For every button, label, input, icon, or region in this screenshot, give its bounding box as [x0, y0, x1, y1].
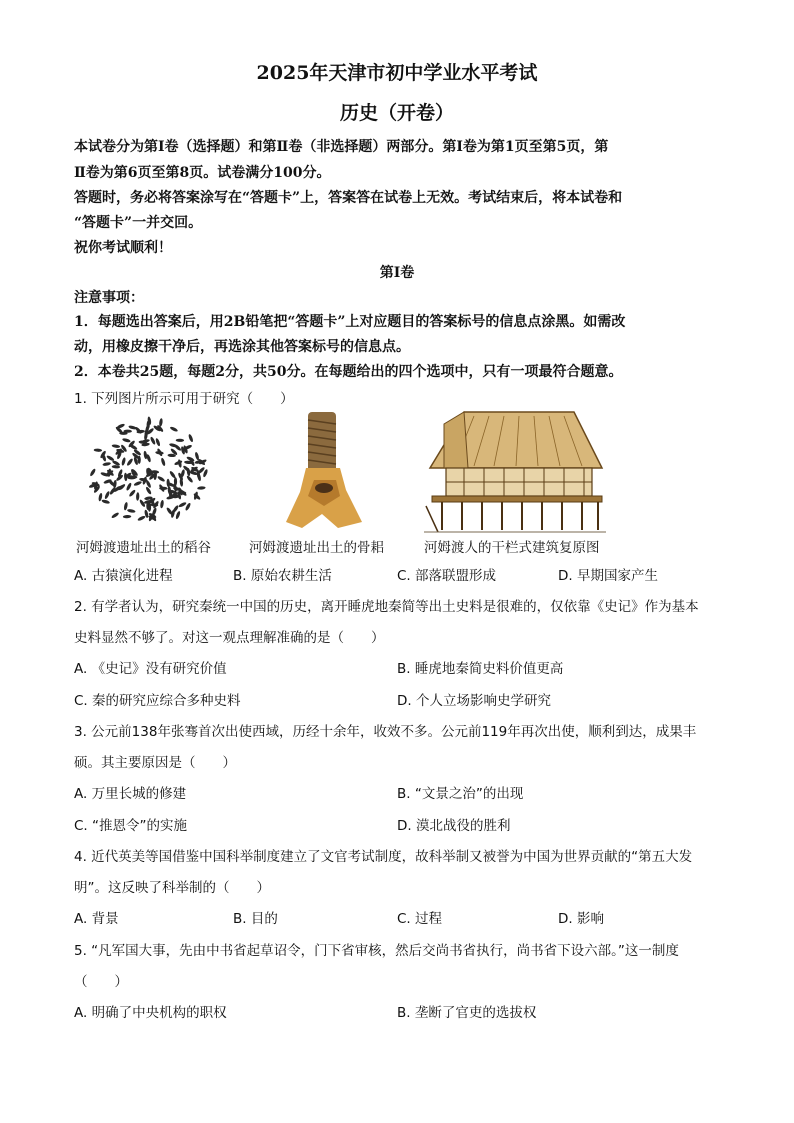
rice-grain: [128, 425, 137, 430]
q3-option-a: A. 万里长城的修建: [74, 786, 187, 802]
rice-grain: [89, 468, 96, 477]
rice-grain: [128, 489, 136, 497]
q2-option-b: B. 睡虎地秦简史料价值更高: [397, 661, 564, 677]
q3-option-d: D. 漠北战役的胜利: [397, 818, 511, 834]
q3-stem-1: 3. 公元前138年张骞首次出使西域，历经十余年，收效不多。公元前119年再次出使，顺利到达，成果丰: [74, 724, 697, 740]
rice-grain: [157, 475, 166, 482]
section-heading: 第Ⅰ卷: [379, 265, 415, 281]
rice-grain: [126, 458, 134, 467]
q3-option-b: B. “文景之治”的出现: [397, 786, 524, 802]
caption-stilt-house: 河姆渡人的干栏式建筑复原图: [424, 540, 600, 556]
rice-grain: [123, 502, 128, 511]
q1-option-c: C. 部落联盟形成: [397, 568, 497, 584]
rice-grain: [160, 500, 164, 509]
q1-stem: 1. 下列图片所示可用于研究（ ）: [74, 391, 294, 407]
rice-grain: [111, 512, 120, 519]
rice-grain: [112, 444, 121, 448]
rice-grain: [186, 475, 194, 483]
rice-grain: [197, 486, 206, 490]
rice-grain: [121, 457, 126, 466]
rice-grain: [112, 465, 121, 469]
rice-grain: [176, 439, 184, 442]
rice-grain: [169, 470, 177, 479]
rice-grain: [145, 486, 152, 495]
rice-grain: [137, 515, 146, 522]
rice-grain: [122, 438, 131, 443]
q2-stem-2: 史料显然不够了。对这一观点理解准确的是（ ）: [74, 630, 385, 646]
notes-heading: 注意事项：: [74, 290, 144, 306]
rice-grain: [101, 499, 110, 504]
caption-bone-spade: 河姆渡遗址出土的骨耜: [249, 540, 384, 556]
rice-grain: [126, 482, 133, 491]
note-2: 2．本卷共25题，每题2分，共50分。在每题给出的四个选项中，只有一项最符合题意。: [74, 364, 623, 380]
q5-stem-1: 5. “凡军国大事，先由中书省起草诏令，门下省审核，然后交尚书省执行，尚书省下设六部。”这一制度: [74, 943, 679, 959]
rice-grain: [169, 490, 172, 498]
rice-grain: [133, 480, 142, 486]
rice-grains-image: [78, 410, 218, 535]
q4-option-b: B. 目的: [233, 911, 278, 927]
q5-option-a: A. 明确了中央机构的职权: [74, 1005, 227, 1021]
q4-option-c: C. 过程: [397, 911, 443, 927]
note-1b: 动，用橡皮擦干净后，再选涂其他答案标号的信息点。: [74, 339, 410, 355]
rice-grain: [106, 455, 115, 462]
exam-subtitle: 历史（开卷）: [339, 102, 454, 124]
rice-grain: [136, 492, 140, 501]
q4-option-d: D. 影响: [558, 911, 604, 927]
exam-title: 2025年天津市初中学业水平考试: [256, 62, 538, 84]
q1-option-b: B. 原始农耕生活: [233, 568, 332, 584]
rice-grain: [94, 448, 103, 452]
rice-grain: [104, 491, 111, 500]
q2-option-c: C. 秦的研究应综合多种史料: [74, 693, 241, 709]
rice-grain: [188, 434, 194, 443]
caption-rice: 河姆渡遗址出土的稻谷: [76, 540, 211, 556]
q5-option-b: B. 垄断了官吏的选拔权: [397, 1005, 537, 1021]
rice-grain: [175, 511, 181, 520]
note-1a: 1．每题选出答案后，用2B铅笔把“答题卡”上对应题目的答案标号的信息点涂黑。如需改: [74, 314, 626, 330]
q3-option-c: C. “推恩令”的实施: [74, 818, 187, 834]
rice-grain: [113, 480, 117, 489]
intro-line-1: 本试卷分为第Ⅰ卷（选择题）和第Ⅱ卷（非选择题）两部分。第Ⅰ卷为第1页至第5页，第: [74, 139, 609, 155]
rice-grain: [102, 462, 111, 467]
q4-option-a: A. 背景: [74, 911, 119, 927]
rice-grain: [178, 501, 187, 508]
rice-grain: [123, 515, 132, 519]
q2-option-d: D. 个人立场影响史学研究: [397, 693, 551, 709]
intro-line-4: “答题卡”一并交回。: [74, 215, 203, 231]
q4-stem-1: 4. 近代英美等国借鉴中国科举制度建立了文官考试制度，故科举制又被誉为中国为世界贡献的“第五大发: [74, 849, 693, 865]
q1-option-a: A. 古猿演化进程: [74, 568, 173, 584]
bone-spade-image: [278, 410, 368, 535]
rice-grain: [150, 436, 157, 445]
q4-stem-2: 明”。这反映了科举制的（ ）: [74, 880, 270, 896]
rice-grain: [169, 426, 178, 433]
intro-line-3: 答题时，务必将答案涂写在“答题卡”上，答案答在试卷上无效。考试结束后，将本试卷和: [74, 190, 623, 206]
q3-stem-2: 硕。其主要原因是（ ）: [74, 755, 236, 771]
q2-option-a: A. 《史记》没有研究价值: [74, 661, 227, 677]
rice-grain: [159, 418, 163, 427]
q1-option-d: D. 早期国家产生: [558, 568, 658, 584]
stilt-house-image: [424, 408, 606, 536]
intro-line-2: Ⅱ卷为第6页至第8页。试卷满分100分。: [74, 165, 331, 181]
rice-grain: [155, 438, 161, 447]
rice-grain: [160, 457, 166, 466]
q2-stem-1: 2. 有学者认为，研究秦统一中国的历史，离开睡虎地秦简等出土史料是很难的，仅依靠《史记》作为基本: [74, 599, 699, 615]
q5-stem-2: （ ）: [74, 974, 128, 990]
rice-grain: [124, 473, 128, 482]
rice-grain: [127, 509, 136, 514]
intro-line-5: 祝你考试顺利！: [74, 240, 172, 256]
